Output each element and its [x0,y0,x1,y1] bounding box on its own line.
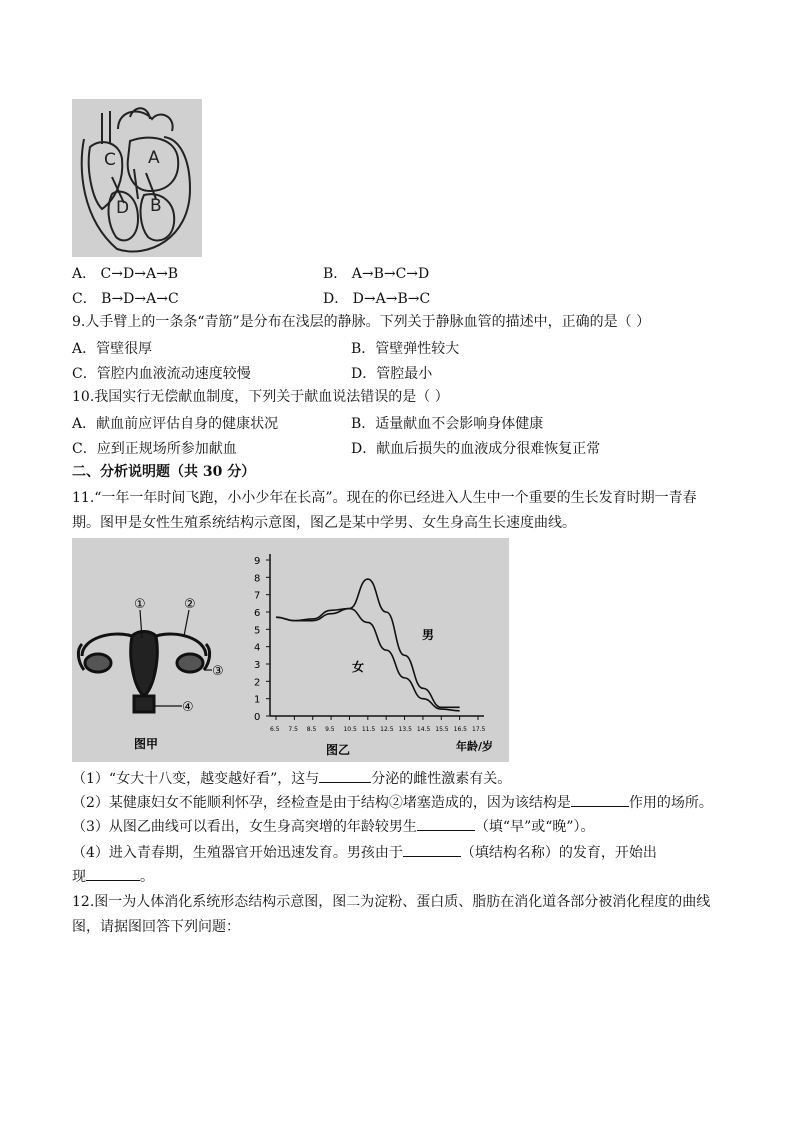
q8-option-d: D． D→A→B→C [323,291,431,307]
y-tick-label: 1 [254,694,261,706]
male-label: 男 [422,628,435,642]
heart-label-c: C [104,150,116,170]
q11-sub4-pre: （4）进入青春期，生殖器官开始迅速发育。男孩由于 [72,845,403,861]
q11-sub4-blank-1[interactable] [403,842,461,857]
q11-stem-line1: 11.“一年一年时间飞跑，小小少年在长高”。现在的你已经进入人生中一个重要的生长发育时期一青春 [72,490,697,506]
y-tick-label: 2 [254,677,261,689]
y-tick-label: 8 [254,573,261,585]
heart-label-b: B [150,196,162,216]
x-axis-label: 年龄/岁 [456,740,494,753]
y-tick-label: 9 [254,556,261,567]
x-tick-label: 9.5 [325,726,335,733]
y-tick-label: 0 [254,712,261,723]
heart-label-a: A [148,148,160,168]
y-tick-label: 4 [254,642,261,654]
y-tick-label: 7 [254,590,261,602]
x-tick-label: 7.5 [288,726,298,733]
y-tick-label: 3 [254,660,261,671]
q11-stem-line2: 期。图甲是女性生殖系统结构示意图，图乙是某中学男、女生身高生长速度曲线。 [72,515,576,531]
q9-option-d: D．管腔最小 [351,366,433,382]
figure-reproductive-and-growth [72,538,509,762]
q11-sub2 [72,792,713,813]
q11-sub1-post: 分泌的雌性激素有关。 [371,771,512,787]
x-tick-label: 15.5 [435,726,449,733]
growth-chart [254,554,486,733]
female-label: 女 [352,660,365,674]
q9-option-b: B．管壁弹性较大 [351,341,460,357]
q10-option-b: B．适量献血不会影响身体健康 [351,416,544,432]
q11-sub2-pre: （2）某健康妇女不能顺利怀孕，经检查是由于结构②堵塞造成的，因为该结构是 [72,795,571,811]
q8-option-b: B． A→B→C→D [323,266,430,282]
caption-yi: 图乙 [326,743,351,757]
q11-sub4-blank-2[interactable] [86,866,140,881]
q11-sub4-line2 [72,866,154,887]
x-tick-label: 14.5 [416,726,431,733]
q11-sub2-post: 作用的场所。 [628,795,713,811]
q11-sub1-blank[interactable] [319,768,371,783]
x-tick-label: 6.5 [270,726,280,733]
q9-stem: 9.人手臂上的一条条“青筋”是分布在浅层的静脉。下列关于静脉血管的描述中，正确的是（ ） [72,314,651,330]
x-tick-label: 8.5 [306,726,317,733]
q9-option-a: A．管壁很厚 [72,341,153,357]
figure-svg [72,538,509,762]
q11-sub3-blank[interactable] [417,816,475,831]
x-tick-label: 12.5 [380,726,394,733]
x-tick-label: 10.5 [343,726,357,733]
q11-sub3 [72,816,595,837]
caption-jia: 图甲 [134,737,159,751]
section-title: 二、分析说明题（共 30 分） [72,464,256,480]
marker-2: ② [184,597,196,612]
heart-label-d: D [116,198,130,218]
x-tick-label: 13.5 [398,726,412,733]
x-tick-label: 17.5 [472,726,486,733]
q10-stem: 10.我国实行无偿献血制度，下列关于献血说法错误的是（ ） [72,389,449,405]
y-tick-label: 5 [254,625,261,637]
q11-sub4-post: （填结构名称）的发育，开始出 [460,845,657,861]
q10-option-c: C．应到正规场所参加献血 [72,441,237,457]
q11-sub4 [72,842,657,863]
q11-sub3-post: （填“早”或“晚”）。 [474,819,595,835]
heart-drawing [72,99,202,257]
q11-sub3-pre: （3）从图乙曲线可以看出，女生身高突增的年龄较男生 [72,819,417,835]
marker-1: ① [134,597,146,612]
q11-sub2-blank[interactable] [571,792,629,807]
y-tick-label: 6 [254,608,261,619]
q10-option-d: D．献血后损失的血液成分很难恢复正常 [351,441,601,457]
q9-option-c: C．管腔内血液流动速度较慢 [72,366,251,382]
q10-option-a: A．献血前应评估自身的健康状况 [72,416,279,432]
x-tick-label: 11.5 [361,726,376,733]
q8-option-a: A． C→D→A→B [72,266,179,282]
marker-3: ③ [212,664,224,679]
heart-diagram [72,99,202,257]
q11-sub4-line2-pre: 现 [72,869,86,885]
series-line-女 [276,609,460,711]
x-tick-label: 16.5 [453,726,467,733]
series-line-男 [276,579,460,707]
q11-sub1-pre: （1）“女大十八变，越变越好看”，这与 [72,771,320,787]
q11-sub4-line2-post: 。 [140,869,154,885]
q8-option-c: C． B→D→A→C [72,291,179,307]
q12-stem-line2: 图，请据图回答下列问题： [72,919,240,935]
q12-stem-line1: 12.图一为人体消化系统形态结构示意图，图二为淀粉、蛋白质、脂肪在消化道各部分被消化程度的曲线 [72,894,711,910]
marker-4: ④ [182,700,194,715]
q11-sub1 [72,768,511,789]
